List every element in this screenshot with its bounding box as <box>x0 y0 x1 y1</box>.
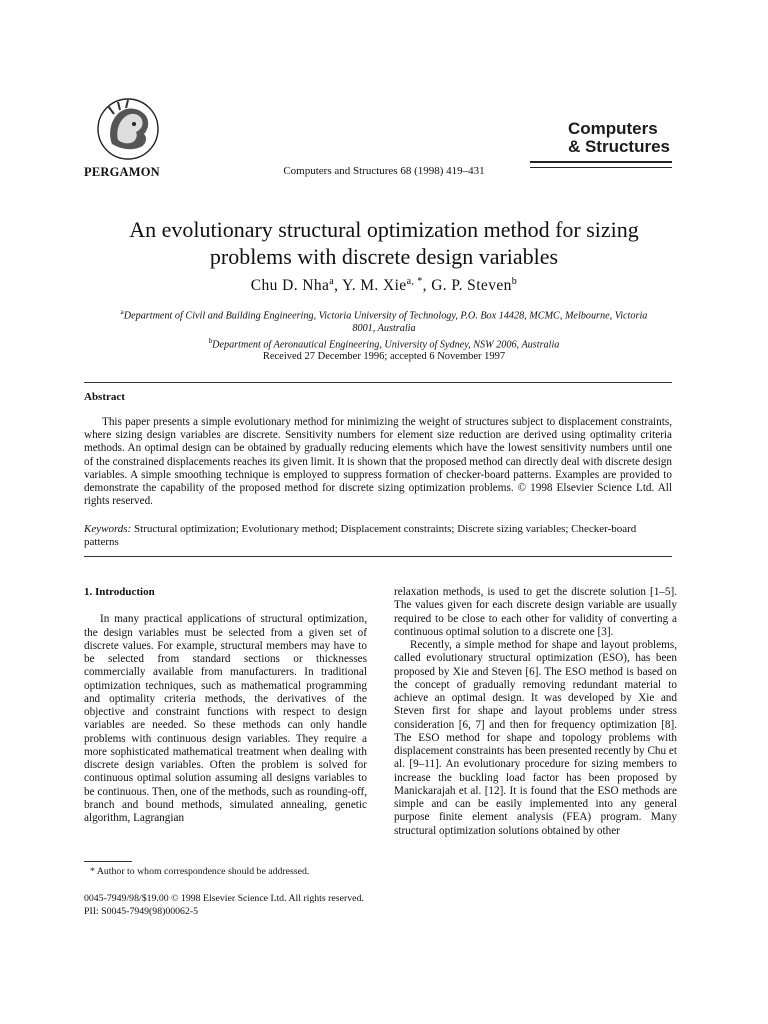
affiliation-b <box>84 335 684 351</box>
author-name: G. P. Steven <box>431 277 512 295</box>
column-right <box>394 586 677 838</box>
paragraph: Recently, a simple method for shape and layout problems, called evolutionary structural optimization (ESO), has been proposed by Xie and Steven [6]. The ESO method is based on the concept of gradually removing redundant material to achieve an optimal design. It was developed by Xie and Steven first for shape and layout problems under stress consideration [6, 7] and then for frequency optimization [8]. The ESO method for shape and topology problems with displacement constraints has been presented recently by Chu et al. [9–11]. An evolutionary procedure for sizing members to increase the buckling load factor has been proposed by Manickarajah et al. [12]. It is found that the ESO methods are simple and can be easily implemented into any general purpose finite element analysis (FEA) program. Many structural optimization solutions obtained by other <box>394 639 677 837</box>
affiliation-a-cont: 8001, Australia <box>352 323 416 335</box>
divider <box>84 382 672 383</box>
author-list <box>0 276 768 295</box>
footnote <box>84 866 309 877</box>
keywords-label: Keywords: <box>84 523 132 535</box>
brand-line-1: Computers <box>567 119 658 138</box>
publisher-logo <box>92 96 164 162</box>
affiliation-a <box>84 306 684 322</box>
paragraph: relaxation methods, is used to get the discrete solution [1–5]. The values given for each discrete design variable are usually required to be close to each other for validity of converting a continuous optimal solution to a discrete one [3]. <box>394 586 677 638</box>
footnote-text: Author to whom correspondence should be addressed. <box>96 866 310 877</box>
pegasus-head-seal-icon <box>92 96 164 162</box>
author-affil-mark: a, * <box>406 276 423 287</box>
article-title <box>60 216 708 270</box>
brand-rule-bars <box>530 157 672 168</box>
affiliation-a-text: Department of Civil and Building Engineering, Victoria University of Technology, P.O. Box 14428, MCMC, Melbourne, Victoria <box>123 310 648 322</box>
brand-rule <box>530 167 672 168</box>
copyright-line: 0045-7949/98/$19.00 © 1998 Elsevier Science Ltd. All rights reserved. <box>84 893 364 904</box>
section-heading: 1. Introduction <box>84 586 155 598</box>
keywords-text: Structural optimization; Evolutionary method; Displacement constraints; Discrete sizing variables; Checker-board patterns <box>84 523 637 549</box>
journal-brand <box>568 120 670 156</box>
footnote-rule <box>84 861 132 862</box>
abstract-body: This paper presents a simple evolutionary method for minimizing the weight of structures subject to displacement constraints, where sizing design variables are discrete. Sensitivity numbers for element size reduction are derived using optimality criteria methods. An optimal design can be obtained by gradually reducing elements which have the lowest sensitivity numbers until one of the constrained displacements reaches its given limit. It is shown that the proposed method can directly deal with discrete design variables. A simple smoothing technique is employed to suppress formation of checker-board patterns. Examples are provided to demonstrate the capability of the proposed method for discrete sizing optimization problems. © 1998 Elsevier Science Ltd. All rights reserved. <box>84 416 672 508</box>
affiliation-mark: b <box>208 337 213 346</box>
affiliation-mark: a <box>120 308 124 316</box>
affiliations <box>84 306 684 352</box>
paragraph: In many practical applications of structural optimization, the design variables must be selected from a given set of discrete values. For example, structural members may have to be selected from standard sections or thicknesses commercially available from manufacturers. In traditional optimization techniques, such as mathematical programming and optimality criteria methods, the derivatives of the objective and constraint functions with respect to design variables are needed. So these methods can only handle problems with continuous design variables. They require a more sophisticated mathematical treatment when dealing with discrete design variables. Often the problem is solved for continuous optimal solution assuming all designs variables to be continuous. Then, one of the methods, such as rounding-off, branch and bound methods, simulated annealing, genetic algorithm, Lagrangian <box>84 613 367 824</box>
brand-rule <box>530 161 672 163</box>
author-name: Chu D. Nha <box>250 277 330 295</box>
author-sep: , <box>334 277 343 295</box>
copyright-block <box>84 892 364 918</box>
author-name: Y. M. Xie <box>342 277 407 295</box>
keywords <box>84 523 672 549</box>
affiliation-b-text: Department of Aeronautical Engineering, University of Sydney, NSW 2006, Australia <box>212 339 560 351</box>
column-left <box>84 586 367 825</box>
author-affil-mark: b <box>511 276 518 287</box>
publisher-name: PERGAMON <box>84 165 160 179</box>
author-affil-mark: a <box>329 276 335 287</box>
pii-line: PII: S0045-7949(98)00062-5 <box>84 906 199 917</box>
abstract-heading: Abstract <box>84 391 125 403</box>
footnote-mark: * <box>90 866 95 877</box>
received-dates: Received 27 December 1996; accepted 6 November 1997 <box>262 351 506 362</box>
divider <box>84 556 672 557</box>
title-line-1: An evolutionary structural optimization method for sizing <box>129 217 639 242</box>
brand-line-2: & Structures <box>567 137 670 156</box>
author-sep: , <box>422 277 432 295</box>
journal-citation: Computers and Structures 68 (1998) 419–431 <box>283 165 485 177</box>
title-line-2: problems with discrete design variables <box>209 244 559 269</box>
